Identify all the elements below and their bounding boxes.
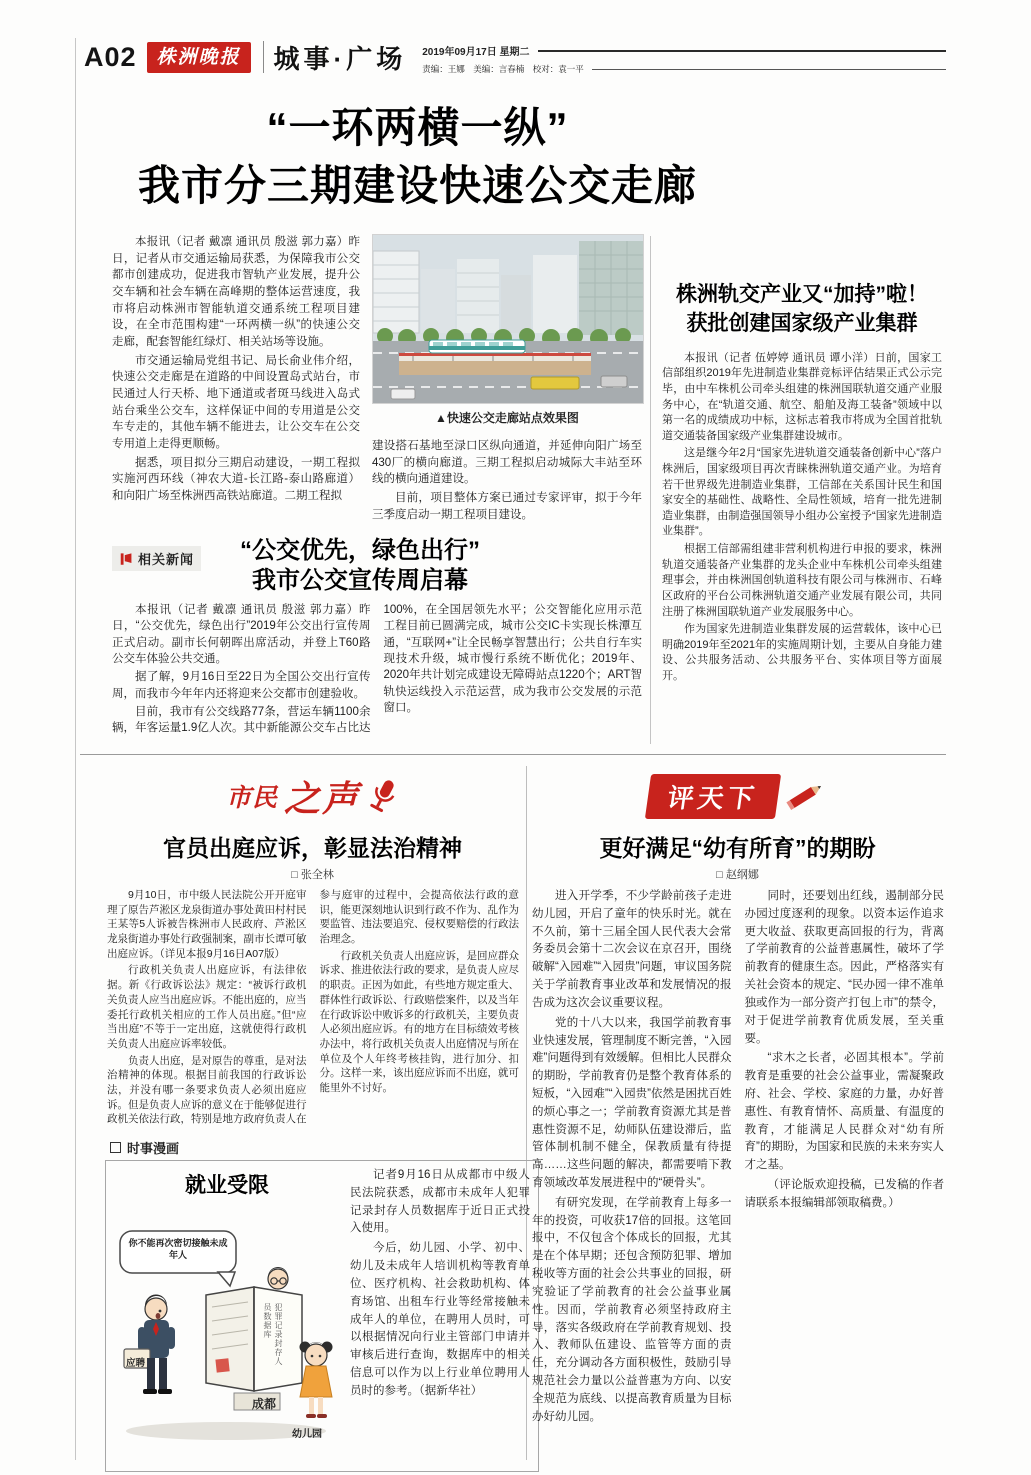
page-edge-rule <box>75 38 76 1460</box>
comment-world-headline: 更好满足“幼有所育”的期盼 <box>599 835 876 861</box>
comic-box <box>105 1160 539 1472</box>
paragraph: 根据工信部需组建非营利机构进行申报的要求，株洲轨道交通装备产业集群的龙头企业中车株机公司牵头组建理事会，并由株洲国创轨道科技有限公司与株洲市、石峰区政府的平台公司株洲轨道交通产业发展有限公司，共同注册了株洲国联轨道产业发展服务中心。 <box>662 543 942 618</box>
masthead-rule-top <box>538 50 947 52</box>
column-rule <box>650 236 651 744</box>
citizen-voice-banner <box>105 770 521 822</box>
comment-world-body <box>532 888 944 1458</box>
right-article-headline-line2: 获批创建国家级产业集群 <box>686 312 918 336</box>
comic-label-youeryuan: 幼儿园 <box>292 1429 322 1440</box>
horizontal-divider <box>80 754 946 755</box>
masthead-meta <box>422 39 946 75</box>
right-article <box>662 280 942 733</box>
paragraph: 市交通运输局党组书记、局长俞业伟介绍，快速公交走廊是在道路的中间设置岛式站台，市民通过人行天桥、地下通道或者斑马线进入岛式站台乘坐公交车，这样保证中间的专用道是公交车专走的，其他车辆不能进去，让公交车在公交专用道上走得更顺畅。 <box>112 354 360 451</box>
paragraph: 建设搭石基地至渌口区纵向通道，并延伸向阳广场至430厂的横向廊道。三期工程拟启动城际大丰站至环线的横向通道建设。 <box>372 440 642 486</box>
paragraph: 据了解，9月16日至22日为全国公交出行宣传周，而我市今年年内还将迎来公交都市创建验收。 <box>112 671 371 700</box>
masthead-rule-bottom <box>592 69 946 70</box>
brt-rendering-photo <box>372 234 642 426</box>
brt-station-illustration <box>372 234 644 404</box>
paragraph: 本报讯（记者 戴凛 通讯员 殷滋 郭力嘉）昨日，“公交优先，绿色出行”2019年公交出行宣传周正式启动。副市长何朝晖出席活动，并登上T60路公交车体验公共交通。 <box>112 604 371 665</box>
square-bullet-icon <box>110 1142 121 1153</box>
paragraph: 本报讯（记者 伍婷婷 通讯员 谭小洋）日前，国家工信部组织2019年先进制造业集群竞标评估结果正式公示完毕，由中车株机公司牵头组建的株洲国联轨道交通产业服务中心，在“轨道交通、航空、船舶及海工装备”领域中以第一名的成绩成功中标，这标志着我市将成为全国首批轨道交通装备国家级产业集群建设城市。 <box>662 351 942 442</box>
photo-caption: ▲快速公交走廊站点效果图 <box>435 411 579 425</box>
paragraph: 9月10日，市中级人民法院公开开庭审理了原告芦淞区龙泉街道办事处黄田村村民王某等5人诉被告株洲市人民政府、芦淞区龙泉街道办事处行政强制案，副市长谭可敏出庭应诉。（详见本报9月16日A07版） <box>107 889 307 960</box>
paragraph: 本报讯（记者 戴凛 通讯员 殷滋 郭力嘉）昨日，记者从市交通运输局获悉，为保障我市公交都市创建成功，促进我市智轨产业发展，提升公交车辆和社会车辆在高峰期的整体运营速度，我市将启动株洲市智能轨道交通系统工程项目建设，在全市范围构建“一环两横一纵”的快速公交走廊，配套智能红绿灯、相关站场等设施。 <box>112 236 360 349</box>
citizen-voice-banner-part1: 市民 <box>225 784 278 812</box>
paragraph: 记者9月16日从成都市中级人民法院获悉，成都市未成年人犯罪记录封存人员数据库于近日正式投入使用。 <box>350 1169 530 1235</box>
section-title: 城事·广场 <box>273 43 407 74</box>
comment-world-banner <box>530 770 945 822</box>
main-headline-line2: 我市分三期建设快速公交走廊 <box>137 162 697 210</box>
newspaper-logo: 株洲晚报 <box>147 42 251 73</box>
paragraph: 同时，还要划出红线，遏制部分民办园过度逐利的现象。以资本运作追求更大收益、获取更高回报的行为，背离了学前教育的公益普惠属性，破坏了学前教育的健康生态。因此，严格落实有关社会资本的规定、“民办园一律不准单独或作为一部分资产打包上市”的禁令，对于促进学前教育优质发展，至关重要。 <box>744 890 944 1045</box>
citizen-voice-author: □ 张全林 <box>291 869 334 881</box>
paragraph: 据悉，项目拟分三期启动建设，一期工程拟实施河西环线（神农大道-长江路-泰山路廊道）和向阳广场至株洲西高铁站廊道。二期工程拟 <box>112 456 360 503</box>
comic-illustration <box>114 1203 340 1453</box>
microphone-icon <box>366 777 400 815</box>
related-news-headline-line1: “公交优先，绿色出行” <box>240 537 480 564</box>
citizen-voice-body <box>107 888 519 1130</box>
comment-world-banner-text: 评天下 <box>645 774 781 819</box>
main-article-left-column <box>112 234 360 540</box>
comic-label-chengdu: 成都 <box>251 1397 276 1411</box>
right-article-headline-line1: 株洲轨交产业又“加持”啦！ <box>676 283 928 306</box>
comic-book-text: 犯罪记录封存人员数据库 <box>263 1303 283 1366</box>
citizen-voice-headline: 官员出庭应诉，彰显法治精神 <box>163 835 462 861</box>
comic-news-text <box>350 1167 530 1465</box>
paragraph: 行政机关负责人出庭应诉，有法律依据。新《行政诉讼法》规定：“被诉行政机关负责人应当出庭应诉。不能出庭的，应当委托行政机关相应的工作人员出庭。”但“应当出庭”不等于一定出庭，这就使得行政机关负责人出庭应诉率较低。 <box>107 964 307 1050</box>
related-news-body <box>112 602 642 746</box>
main-headline <box>95 103 740 212</box>
citizen-voice-banner-part2: 之声 <box>284 778 361 819</box>
comic-left-column <box>114 1167 340 1465</box>
paragraph: 党的十八大以来，我国学前教育事业快速发展，管理制度不断完善，“入园难”问题得到有效缓解。但相比人民群众的期盼，学前教育仍是整个教育体系的短板，“入园难”“入园贵”依然是困扰百姓的烦心事之一；学前教育资源尤其是普惠性资源不足，幼师队伍建设滞后，监管体制机制不健全，保教质量有待提高……这些问题的解决，都需要啃下教育领域改革发展进程中的“硬骨头”。 <box>532 1016 732 1189</box>
issue-date: 2019年09月17日 星期二 <box>422 47 530 58</box>
right-article-body <box>662 351 942 733</box>
paragraph: 有研究发现，在学前教育上每多一年的投资，可收获17倍的回报。这笔回报中，不仅包含个体成长的回报，尤其是在个体早期；还包含预防犯罪、增加税收等方面的社会公共事业的回报，研究验证了学前教育的社会公益事业属性。因而，学前教育必须坚持政府主导，落实各级政府在学前教育规划、投入、教师队伍建设、监管等方面的责任，充分调动各方面积极性，鼓励引导规范社会力量以公益普惠为方向、以安全规范为底线、以提高教育质量为目标办好幼儿园。 <box>532 1196 732 1423</box>
main-headline-line1: “一环两横一纵” <box>266 104 569 151</box>
paragraph: 负责人出庭，是对原告的尊重，是对法治精神的体现。根据目前我国的行政诉讼法，并没有哪一条要求负责人必须出庭应诉。但是负责人应诉的意义在于能够促进行政机关依法行政，特别是地方政府负责人在参与庭审的过程中，会提高依法行政的意识，能更深刻地认识到行政不作为、乱作为要监管、违法要追究、侵权要赔偿的行政法治理念。 <box>107 889 519 1126</box>
editor-credits: 责编：王娜 美编：言春楠 校对：袁一平 <box>422 64 584 74</box>
masthead-divider <box>263 41 264 73</box>
paragraph: 今后，幼儿园、小学、初中、幼儿及未成年人培训机构等教育单位、医疗机构、社会救助机构、体育场馆、出租车行业等经常接触未成年人的单位，在聘用人员时，可以根据情况向行业主管部门申请并审核后进行查询，数据库中的相关信息可以作为以上行业单位聘用人员时的参考。（据新华社） <box>350 1242 530 1397</box>
paragraph: （评论版欢迎投稿，已发稿的作者请联系本报编辑部领取稿费。） <box>744 1179 944 1209</box>
paragraph: 进入开学季，不少学龄前孩子走进幼儿园，开启了童年的快乐时光。就在不久前，第十三届全国人民代表大会常务委员会第十二次会议在京召开，围绕破解“入园难”“入园贵”问题，审议国务院关于学前教育事业改革和发展情况的报告成为这次会议重要议程。 <box>532 890 732 1009</box>
comic-label-yingpin: 应聘 <box>126 1358 146 1369</box>
comic-section-label-text: 时事漫画 <box>127 1141 180 1156</box>
related-news-label-text: 相关新闻 <box>138 552 195 567</box>
main-article-mid-column <box>372 438 642 540</box>
pencil-icon <box>785 778 827 814</box>
related-news-icon <box>119 552 133 566</box>
paragraph: 行政机关负责人出庭应诉，是回应群众诉求、推进依法行政的要求，是负责人应尽的职责。正因为如此，有些地方规定重大、群体性行政诉讼、行政赔偿案件，以及当年在行政诉讼中败诉多的行政机关，主要负责人必须出庭应诉。有的地方在目标绩效考核办法中，将行政机关负责人出庭情况与所在单位及个人年终考核挂钩，进行加分、扣分。这样一来，该出庭应诉而不出庭，就可能里外不讨好。 <box>319 949 519 1094</box>
masthead <box>84 34 946 80</box>
comic-speech-bubble: 你不能再次密切接触未成年人 <box>128 1238 228 1261</box>
paragraph: “求木之长者，必固其根本”。学前教育是重要的社会公益事业，需凝聚政府、社会、学校、家庭的力量，办好普惠性、有教育情怀、高质量、有温度的教育，才能满足人民群众对“幼有所育”的期盼，为国家和民族的未来夯实人才之基。 <box>744 1052 944 1172</box>
related-news-headline-line2: 我市公交宣传周启幕 <box>252 567 468 594</box>
paragraph: 这是继今年2月“国家先进轨道交通装备创新中心”落户株洲后，国家级项目再次青睐株洲轨道交通产业。为培育若干世界级先进制造业集群，工信部在关系国计民生和国家安全的基础性、战略性、全局性领域，培育一批先进制造业集群，由制造强国领导小组办公室授予“国家先进制造业集群”。 <box>662 447 942 538</box>
related-news-headline <box>160 536 560 596</box>
paragraph: 目前，项目整体方案已通过专家评审，拟于今年三季度启动一期工程项目建设。 <box>372 492 642 521</box>
page-number: A02 <box>84 41 137 72</box>
comic-title: 就业受限 <box>185 1174 269 1197</box>
paragraph: 目前，我市有公交线路77条，营运车辆1100余辆，年客运量1.9亿人次。其中新能源公交车占比达100%，在全国居领先水平；公交智能化应用示范工程目前已圆满完成，城市公交IC卡实现长株潭互通，“互联网+”让全民畅享智慧出行；公共自行车实现技术升级，城市慢行系统不断优化；2019年、2020年共计划完成建设无障碍站点1220个；ART智轨快运线投入示范运营，成为我市公交发展的示范窗口。 <box>112 604 642 735</box>
comment-world-author: □ 赵纲娜 <box>716 869 759 881</box>
comic-section-label <box>110 1138 179 1157</box>
paragraph: 作为国家先进制造业集群发展的运营载体，该中心已明确2019年至2021年的实施周期计划，主要从自身能力建设、公共服务活动、公共服务平台、实体项目等方面展开。 <box>662 623 942 682</box>
